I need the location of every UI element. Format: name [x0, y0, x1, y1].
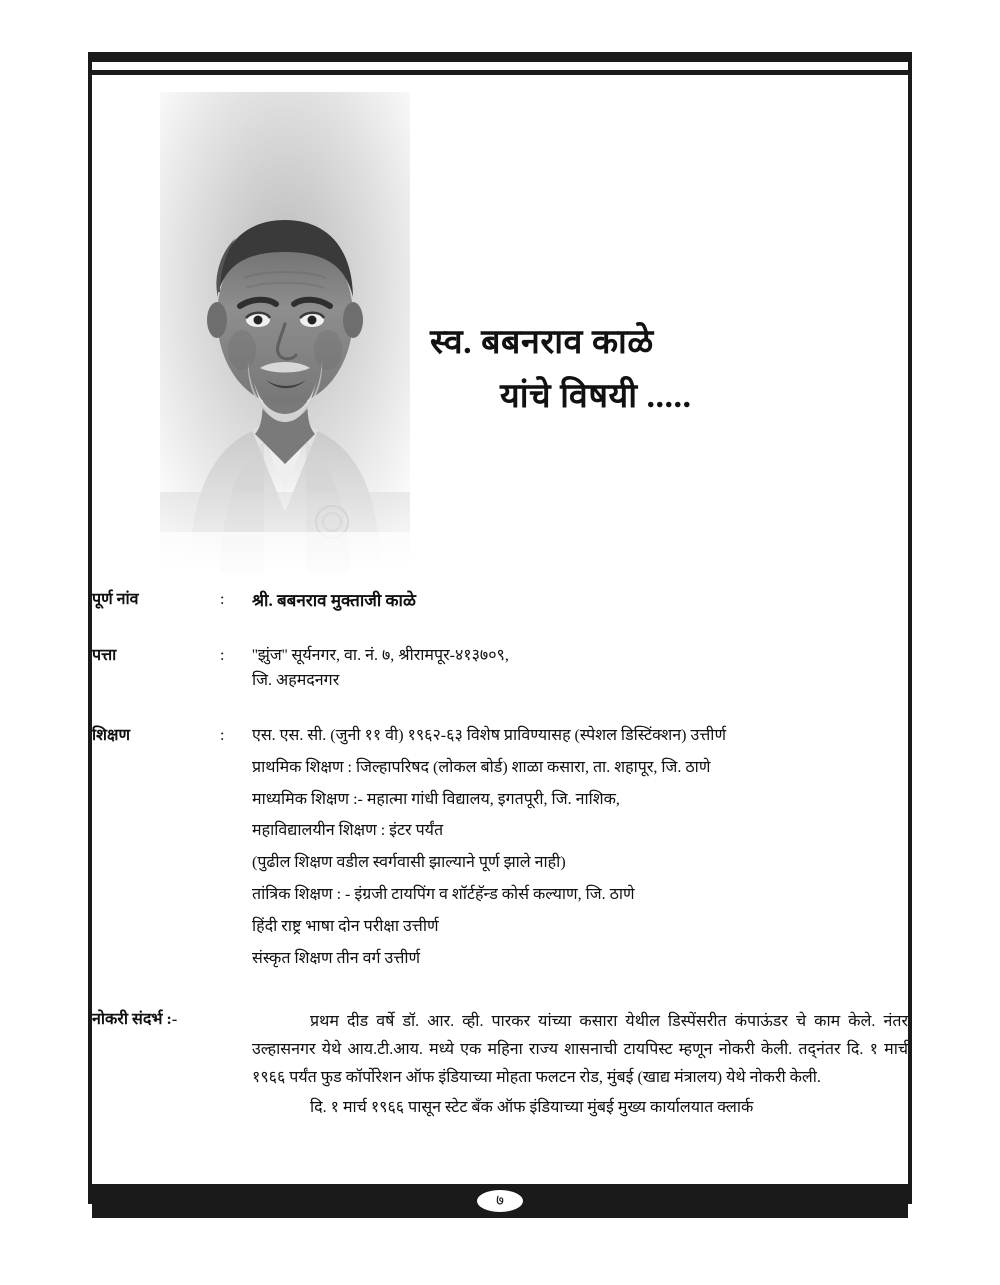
job-paragraph: प्रथम दीड वर्षे डॉ. आर. व्ही. पारकर यांच्या कसारा येथील डिस्पेंसरीत कंपाऊंडर चे काम केले. नंतर उल्हासनगर येथे आय.टी.आय. मध्ये एक महिना राज्य शासनाची टायपिस्ट म्हणून नोकरी केली. तद्नंतर दि. १ मार्च १९६६ पर्यंत फुड कॉर्पोरेशन ऑफ इंडियाच्या मोहता फलटन रोड, मुंबई (खाद्य मंत्रालय) येथे नोकरी केली. — [252, 1013, 908, 1087]
value-line: ''झुंज'' सूर्यनगर, वा. नं. ७, श्रीरामपूर-४१३७०९, — [252, 647, 509, 665]
page-number: ७ — [477, 1190, 523, 1212]
label-address: पत्ता — [92, 647, 117, 665]
value-line: महाविद्यालयीन शिक्षण : इंटर पर्यंत — [252, 822, 444, 840]
value-job-reference — [252, 1008, 908, 1124]
colon-full-name: : — [220, 591, 225, 608]
detail-row-full-name — [92, 588, 908, 614]
value-line: जि. अहमदनगर — [252, 672, 340, 690]
detail-row-education — [92, 724, 908, 978]
label-education: शिक्षण — [92, 726, 131, 744]
value-line: (पुढील शिक्षण वडील स्वर्गवासी झाल्याने पूर्ण झाले नाही) — [252, 854, 566, 872]
value-full-name — [252, 588, 908, 614]
right-border-rule — [908, 52, 912, 1204]
colon-address: : — [220, 647, 225, 665]
title-line-1: स्व. बबनराव काळे — [430, 324, 654, 361]
value-line: संस्कृत शिक्षण तीन वर्ग उत्तीर्ण — [252, 949, 421, 967]
detail-row-address — [92, 644, 908, 694]
value-line: श्री. बबनराव मुक्ताजी काळे — [252, 591, 416, 610]
value-line: हिंदी राष्ट्र भाषा दोन परीक्षा उत्तीर्ण — [252, 917, 439, 935]
label-job-reference: नोकरी संदर्भ :- — [92, 1011, 178, 1029]
top-rule-thin — [92, 70, 908, 75]
value-line: एस. एस. सी. (जुनी ११ वी) १९६२-६३ विशेष प्राविण्यासह (स्पेशल डिस्टिंक्शन) उत्तीर्ण — [252, 726, 727, 744]
label-full-name: पूर्ण नांव — [92, 591, 139, 608]
detail-row-job-reference — [92, 1008, 908, 1124]
job-paragraph: दि. १ मार्च १९६६ पासून स्टेट बँक ऑफ इंडियाच्या मुंबई मुख्य कार्यालयात क्लार्क — [310, 1099, 754, 1117]
page-title — [430, 320, 910, 420]
footer-bar — [92, 1184, 908, 1218]
value-line: तांत्रिक शिक्षण : - इंग्रजी टायपिंग व शॉर्टहॅन्ड कोर्स कल्याण, जि. ठाणे — [252, 885, 635, 903]
value-education — [252, 724, 908, 978]
value-line: प्राथमिक शिक्षण : जिल्हापरिषद (लोकल बोर्ड) शाळा कसारा, ता. शहापूर, जि. ठाणे — [252, 758, 711, 776]
portrait-photo — [160, 92, 410, 572]
colon-education: : — [220, 726, 225, 744]
biodata-details — [92, 588, 908, 1154]
value-line: माध्यमिक शिक्षण :- महात्मा गांधी विद्यालय, इगतपूरी, जि. नाशिक, — [252, 790, 620, 808]
top-rule-thick — [92, 52, 908, 62]
title-line-2: यांचे विषयी ..... — [500, 377, 692, 415]
value-address — [252, 644, 908, 694]
